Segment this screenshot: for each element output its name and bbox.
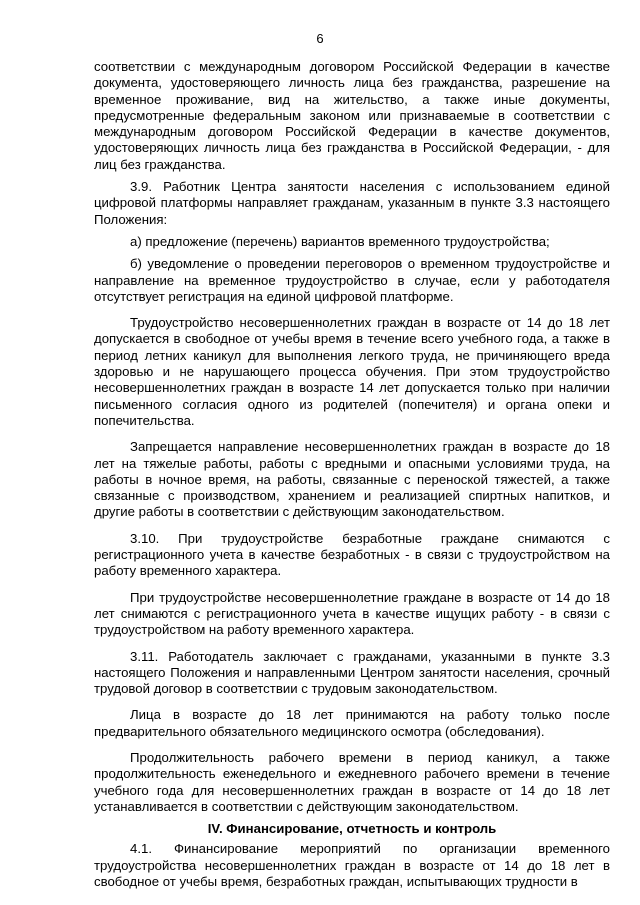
section-heading: IV. Финансирование, отчетность и контроль xyxy=(207,821,497,837)
paragraph-medical-exam: Лица в возрасте до 18 лет принимаются на работу только после предварительного обязательного медицинского осмотра (обследования). xyxy=(94,707,610,739)
list-item-a: а) предложение (перечень) вариантов временного трудоустройства; xyxy=(130,233,550,249)
paragraph-3-9: 3.9. Работник Центра занятости населения с использованием единой цифровой платформы направляет гражданам, указанным в пункте 3.3 настоящего Положения: xyxy=(94,179,610,227)
list-item-b: б) уведомление о проведении переговоров о временном трудоустройстве и направление на временное трудоустройство в случае, если у работодателя отсутствует регистрация на единой цифровой платформе. xyxy=(94,256,610,304)
paragraph-3-10: 3.10. При трудоустройстве безработные граждане снимаются с регистрационного учета в качестве безработных - в связи с трудоустройством на работу временного характера. xyxy=(94,530,610,579)
paragraph-3-11: 3.11. Работодатель заключает с гражданами, указанными в пункте 3.3 настоящего Положения и направленными Центром занятости населения, срочный трудовой договор в соответствии с трудовым законодательством. xyxy=(94,648,610,697)
paragraph-working-hours: Продолжительность рабочего времени в период каникул, а также продолжительность еженедельного и ежедневного рабочего времени в течение учебного года для несовершеннолетних граждан в возрасте от 14 до 18 лет устанавливается в соответствии с действующим законодательством. xyxy=(94,749,610,814)
paragraph-prohibitions: Запрещается направление несовершеннолетних граждан в возрасте до 18 лет на тяжелые работы, работы с вредными и опасными условиями труда, на работы в ночное время, на работы, связанные с переноской тяжестей, а также связанные с производством, хранением и реализацией спиртных напитков, и другие работы в соответствии с действующим законодательством. xyxy=(94,439,610,520)
paragraph-continuation: соответствии с международным договором Российской Федерации в качестве документа, удостоверяющего личность лица без гражданства, разрешение на временное проживание, вид на жительство, а также иные документы, предусмотренные федеральным законом или признаваемые в соответствии с международным договором Российской Федерации в качестве документов, удостоверяющих личность лица без гражданства в Российской Федерации, - для лиц без гражданства. xyxy=(94,59,610,172)
paragraph-4-1: 4.1. Финансирование мероприятий по организации временного трудоустройства несовершеннолетних граждан в возрасте от 14 до 18 лет в свободное от учебы время, безработных граждан, испытывающих трудности в xyxy=(94,841,610,890)
paragraph-minors-deregistration: При трудоустройстве несовершеннолетние граждане в возрасте от 14 до 18 лет снимаются с регистрационного учета в качестве ищущих работу - в связи с трудоустройством на работу временного характера. xyxy=(94,589,610,638)
paragraph-minors-employment: Трудоустройство несовершеннолетних граждан в возрасте от 14 до 18 лет допускается в свободное от учебы время в течение всего учебного года, а также в период летних каникул для выполнения легкого труда, не причиняющего вреда здоровью и не нарушающего процесса обучения. При этом трудоустройство несовершеннолетних граждан в возрасте 14 лет допускается только при наличии письменного согласия одного из родителей (попечителя) и органа опеки и попечительства. xyxy=(94,315,610,428)
document-body xyxy=(94,59,610,896)
page-number: 6 xyxy=(316,31,324,46)
